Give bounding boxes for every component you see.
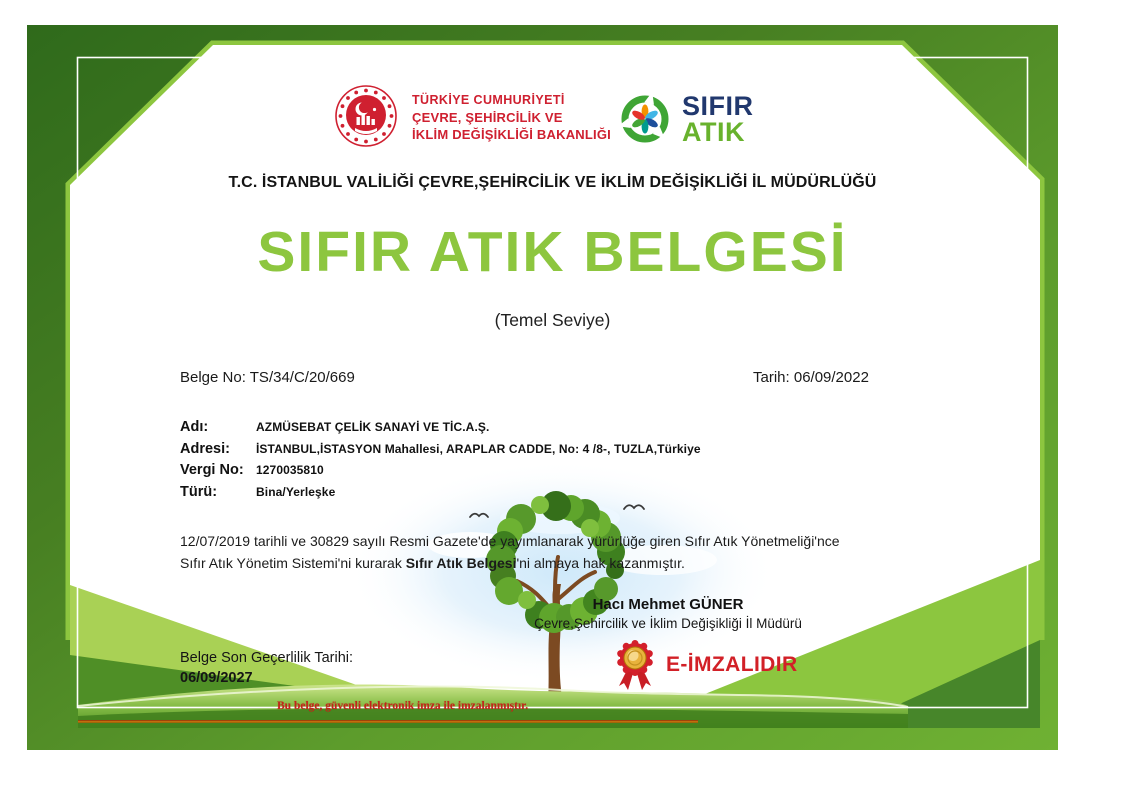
field-row-name	[180, 419, 701, 441]
certificate-level: (Temel Seviye)	[494, 310, 611, 330]
recycle-flower-icon	[618, 92, 672, 146]
field-value: AZMÜSEBAT ÇELİK SANAYİ VE TİC.A.Ş.	[256, 420, 490, 434]
ministry-name-line1: TÜRKİYE CUMHURİYETİ	[412, 92, 565, 107]
body-part1: 12/07/2019 tarihli ve 30829 sayılı Resmi Gazete'de yayımlanarak yürürlüğe giren Sıfır Atık Yönetmeliği'nce Sıfır Atık Yönetim Sistemi'ni kurarak	[180, 533, 840, 571]
signatory-title: Çevre,Şehircilik ve İklim Değişikliği İl Müdürü	[534, 616, 802, 631]
signatory-name: Hacı Mehmet GÜNER	[592, 596, 744, 613]
body-part2: 'ni almaya hak kazanmıştır.	[516, 555, 685, 571]
validity-date: 06/09/2027	[180, 670, 253, 686]
field-label: Adresi:	[180, 440, 230, 457]
field-row-tax-no	[180, 462, 701, 484]
ministry-name-line2: ÇEVRE, ŞEHİRCİLİK VE	[412, 109, 563, 125]
field-value: 1270035810	[256, 463, 324, 477]
field-row-type	[180, 484, 701, 506]
document-number: Belge No: TS/34/C/20/669	[180, 369, 355, 386]
validity-label: Belge Son Geçerlilik Tarihi:	[180, 650, 354, 666]
body-bold: Sıfır Atık Belgesi	[405, 555, 517, 571]
footer-rule	[78, 720, 698, 723]
field-label: Vergi No:	[180, 462, 244, 478]
ministry-emblem-icon	[334, 84, 398, 148]
field-value: Bina/Yerleşke	[256, 484, 336, 499]
validity-block	[180, 648, 353, 688]
field-label: Türü:	[180, 483, 218, 500]
signature-block	[468, 596, 868, 631]
e-signature-stamp	[612, 640, 798, 692]
certificate-body-text	[180, 530, 842, 574]
issue-date: Tarih: 06/09/2022	[753, 369, 869, 386]
e-signature-label: E-İMZALIDIR	[666, 653, 798, 676]
issuing-authority-heading: T.C. İSTANBUL VALİLİĞİ ÇEVRE,ŞEHİRCİLİK VE İKLİM DEĞİŞİKLİĞİ İL MÜDÜRLÜĞÜ	[228, 174, 877, 191]
field-value: İSTANBUL,İSTASYON Mahallesi, ARAPLAR CADDE, No: 4 /8-, TUZLA,Türkiye	[256, 441, 701, 456]
ministry-logo	[334, 84, 611, 148]
atik-wordmark: ATIK	[682, 117, 745, 147]
certificate-title: SIFIR ATIK BELGESİ	[257, 220, 848, 284]
sifir-atik-logo	[618, 92, 754, 146]
field-label: Adı:	[180, 419, 209, 435]
field-row-address	[180, 441, 701, 463]
electronic-signature-note: Bu belge, güvenli elektronik imza ile imzalanmıştır.	[277, 700, 529, 712]
rosette-seal-icon	[612, 640, 658, 692]
recipient-fields	[180, 419, 701, 505]
ministry-name-line3: İKLİM DEĞİŞİKLİĞİ BAKANLIĞI	[412, 126, 611, 142]
sifir-wordmark: SIFIR	[682, 91, 754, 121]
